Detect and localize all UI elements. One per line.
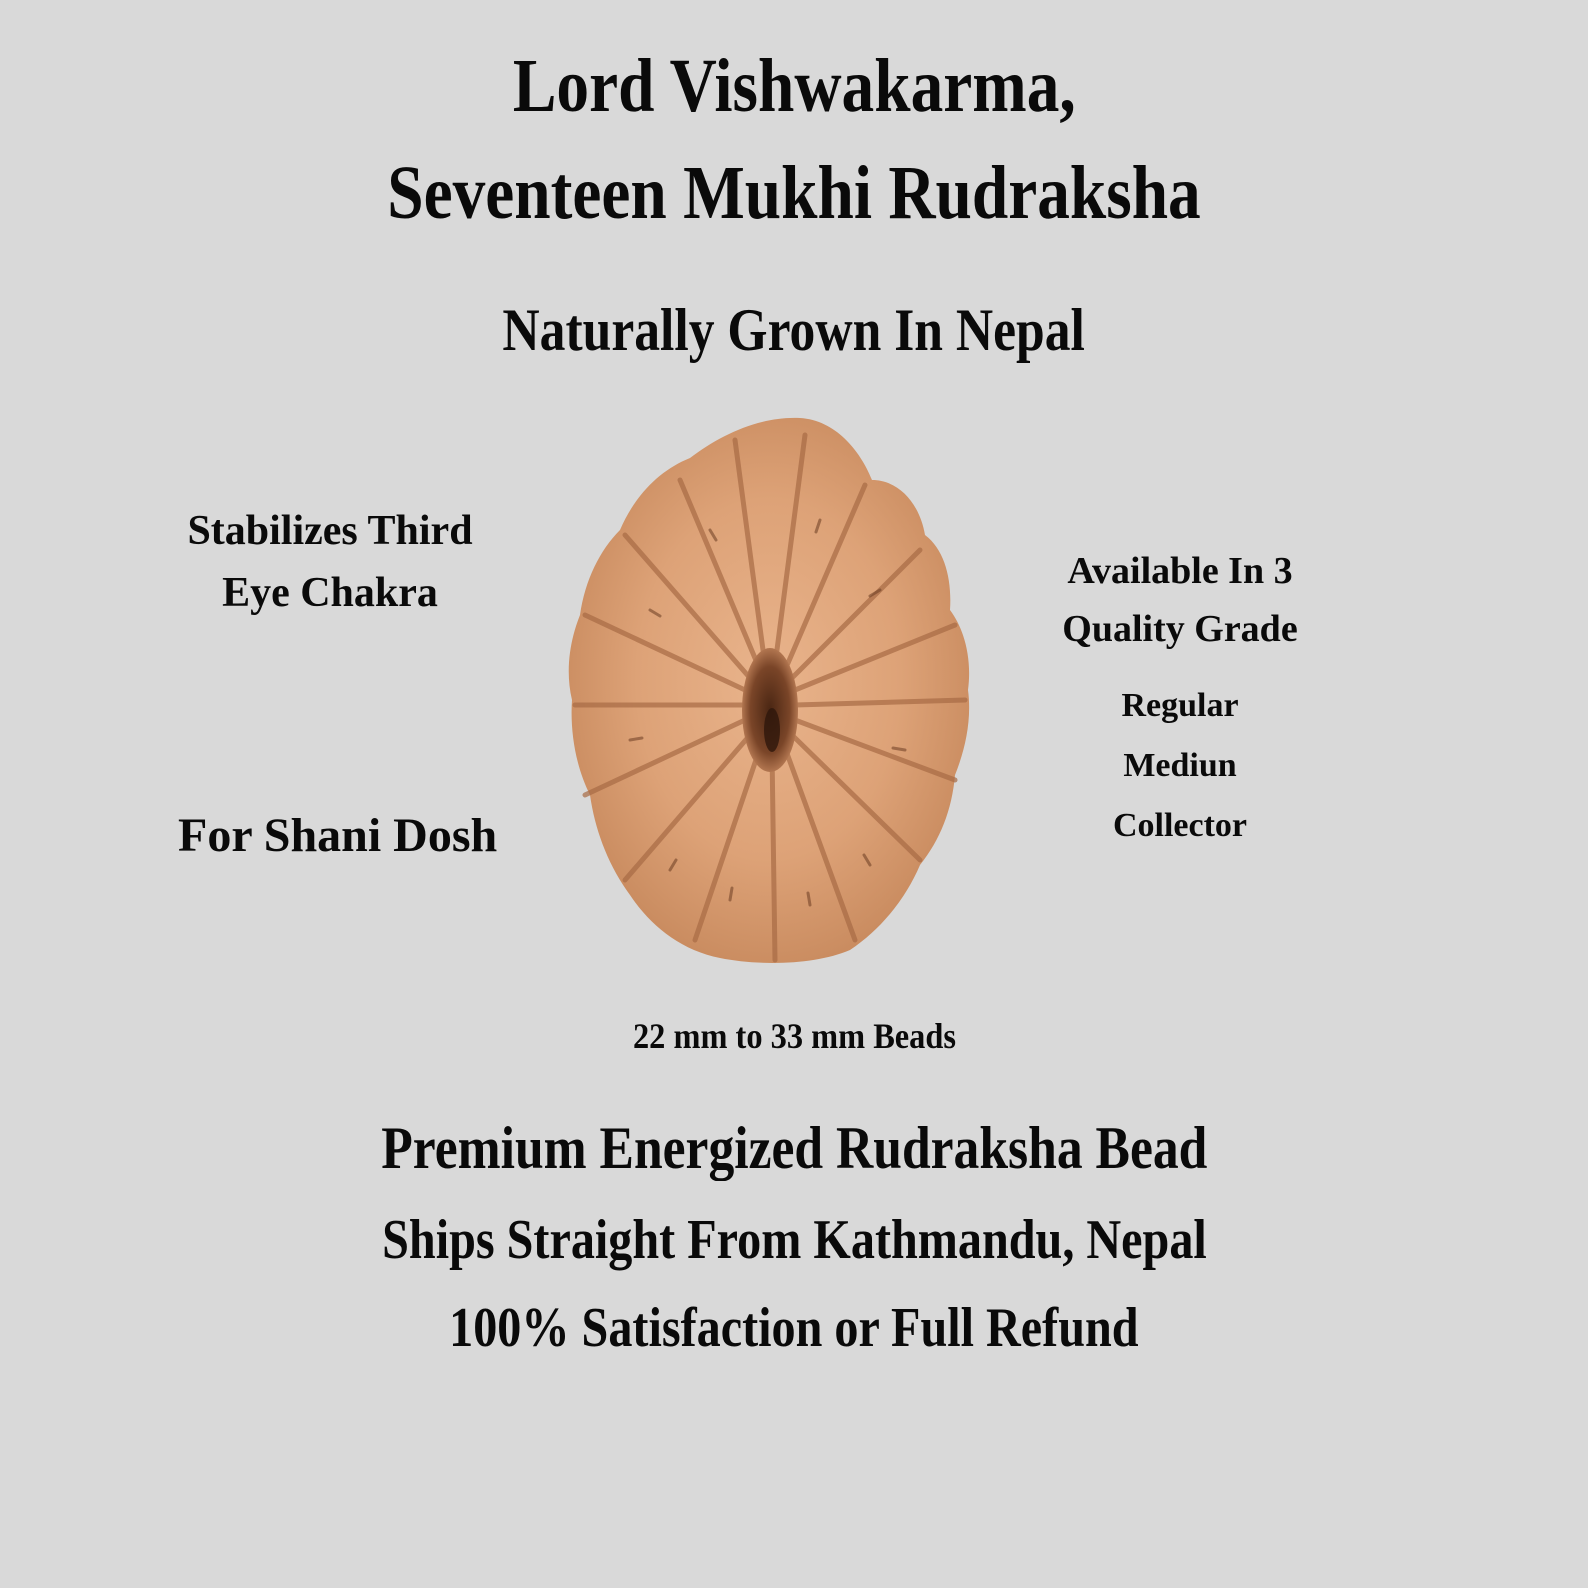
benefit-line-2: Eye Chakra <box>222 570 438 616</box>
grade-regular: Regular <box>1121 687 1239 724</box>
bead-size-text: 22 mm to 33 mm Beads <box>632 1016 956 1056</box>
premium-tagline <box>0 1115 1588 1181</box>
refund-tagline <box>0 1297 1588 1359</box>
grade-collector: Collector <box>1112 807 1248 844</box>
availability-line-2: Quality Grade <box>1062 608 1298 650</box>
premium-tagline-text: Premium Energized Rudraksha Bead <box>380 1115 1208 1181</box>
bead-illustration <box>560 410 980 970</box>
quality-grades-panel <box>1030 542 1330 856</box>
grade-medium: Mediun <box>1123 747 1237 784</box>
availability-line-1: Available In 3 <box>1067 550 1293 592</box>
purpose-text: For Shani Dosh <box>178 809 498 862</box>
benefit-line-1: Stabilizes Third <box>187 508 473 554</box>
rudraksha-bead-image <box>560 410 980 970</box>
subtitle <box>0 297 1588 363</box>
refund-tagline-text: 100% Satisfaction or Full Refund <box>449 1297 1139 1359</box>
title-line-2-text: Seventeen Mukhi Rudraksha <box>387 151 1201 235</box>
benefit-text <box>160 500 500 624</box>
bead-size-note <box>0 1018 1588 1054</box>
grade-list <box>1030 676 1330 856</box>
title-line-1 <box>0 44 1588 128</box>
subtitle-text: Naturally Grown In Nepal <box>502 297 1086 363</box>
title-line-1-text: Lord Vishwakarma, <box>512 44 1076 128</box>
shipping-tagline <box>0 1209 1588 1271</box>
shipping-tagline-text: Ships Straight From Kathmandu, Nepal <box>381 1209 1207 1271</box>
title-line-2 <box>0 151 1588 235</box>
